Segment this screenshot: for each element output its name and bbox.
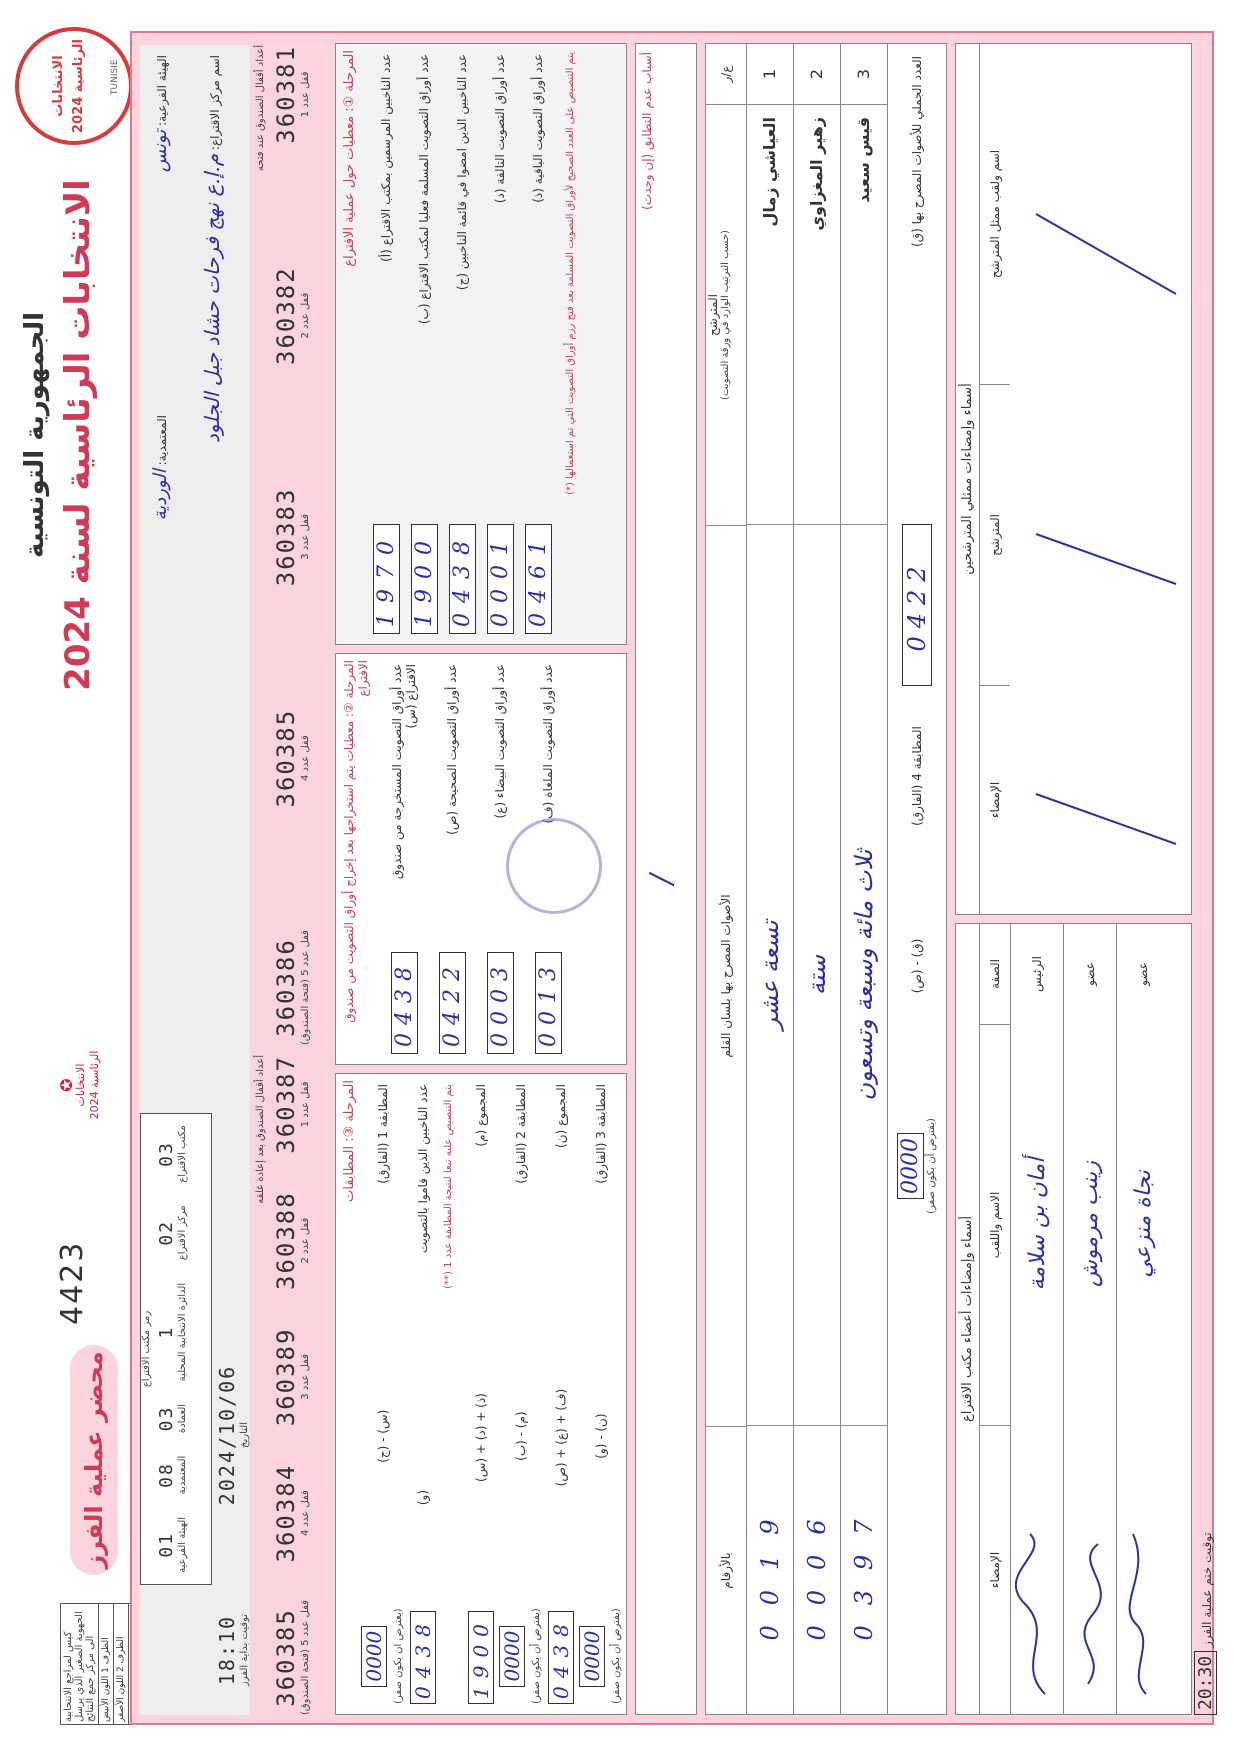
stage3-row-6-label: المطابقة 3 (الفارق) — [594, 1084, 608, 1184]
stage2-row-fa-key: (ف) — [541, 801, 555, 824]
lock-reclose-4 — [272, 1464, 311, 1563]
envelope-1-label: الظرف 1 — [101, 1637, 111, 1673]
lock-reclose-5 — [272, 1600, 311, 1715]
lock-reclose-1 — [272, 1055, 311, 1154]
stage3-row-5-label: المجموع (ن) — [554, 1084, 568, 1148]
code-part-2-value: 08 — [156, 1462, 177, 1488]
stage2-row-sad-key: (ص) — [445, 810, 459, 835]
stage3-row-4-label: المطابقة 2 (الفارق) — [514, 1084, 528, 1184]
code-part-1 — [156, 1517, 188, 1573]
results-col-words: الأصوات المصرح بها بلسان القلم — [706, 526, 746, 1427]
code-part-4-value: 1 — [156, 1325, 177, 1339]
delegation-value: الوردية — [150, 469, 171, 521]
code-part-4-label: الدائرة الانتخابية المحلية — [177, 1282, 188, 1382]
stage3-row-2 — [403, 1084, 443, 1704]
discrepancy-content: / — [644, 873, 679, 885]
lock-open-3 — [272, 488, 311, 587]
regional-body-label: الهيئة الفرعية: — [155, 55, 169, 126]
lock-reclose-1-value: 360387 — [272, 1055, 300, 1154]
stage2-row-ain-label: عدد أوراق التصويت البيضاء — [493, 664, 507, 799]
stage3-row-2-label: عدد الناخبين الذين قاموا بالتصويت — [416, 1084, 430, 1254]
delegation-label: المعتمدية: — [155, 415, 169, 466]
stage3-row-5-value: 0438 — [548, 1611, 574, 1704]
stage1-row-e-label: عدد أوراق التصويت الباقية — [531, 54, 545, 185]
results-row-2-words: ستة — [794, 525, 840, 1426]
stage2-row-s-value: 0438 — [391, 952, 418, 1054]
members-row-1-signature — [1015, 1424, 1059, 1714]
code-part-2-label: المعتمدية — [177, 1455, 188, 1495]
stage1-row-b-value: 1900 — [411, 524, 438, 634]
logo-text: الانتخابات الرئاسية 2024 — [74, 1050, 101, 1120]
lock-reclose-1-label: قفل عدد 1 — [300, 1081, 311, 1128]
stage2-row-s — [380, 664, 428, 1054]
stage1-row-b-label: عدد أوراق التصويت المسلمة فعليا لمكتب الاقتراع — [417, 54, 431, 300]
end-time-value: 20:30 — [1194, 1651, 1217, 1715]
code-part-3-value: 03 — [156, 1405, 177, 1432]
locks-open-title: أعداد أقفال الصندوق عند فتحه — [255, 45, 266, 172]
stage2-row-ain-key: (ع) — [493, 801, 507, 819]
members-row-2-name: زينب مرموش — [1077, 1161, 1103, 1287]
members-row-1-role: الرئيس — [1030, 956, 1044, 992]
lock-reclose-2-value: 360388 — [272, 1191, 300, 1290]
match4-hint: (يفترض أن يكون صفر) — [925, 1118, 937, 1214]
code-part-5 — [156, 1205, 188, 1260]
discrepancy-title: أسباب عدم التطابق (إن وجدت) — [640, 52, 654, 210]
end-time-label: توقيت ختم عملية الفرز — [1200, 1532, 1214, 1647]
results-row-1-words: تسعة عشر — [747, 525, 793, 1426]
locks-open — [255, 45, 325, 1045]
members-row-2-signature — [1068, 1424, 1112, 1714]
stage2-row-fa-value: 0013 — [535, 952, 562, 1054]
envelope-1-desc: اللون الأبيض — [101, 1675, 111, 1722]
code-part-2 — [156, 1456, 188, 1495]
stamp-text: الانتخابات الرئاسية 2024 — [51, 39, 86, 133]
lock-reclose-3-value: 360389 — [272, 1327, 300, 1427]
lock-reclose-2 — [272, 1191, 311, 1290]
stage3-row-4-value: 0000 — [499, 1626, 525, 1687]
date-label: التاريخ — [239, 1422, 250, 1448]
members-col-role: الصفة — [980, 924, 1010, 1025]
stage3-row-5-formula: (ص) + (ع) + (ف) — [554, 1388, 568, 1487]
lock-open-2 — [272, 266, 311, 365]
results-col-candidate-sub: (حسب الترتيب الوارد في ورقة التصويت) — [720, 230, 731, 400]
code-part-4 — [156, 1283, 188, 1381]
representatives-title: أسماء وإمضاءات ممثلي المترشحين — [960, 383, 975, 575]
stage3-row-4-hint: (يفترض أن يكون صفر) — [530, 1608, 542, 1704]
results-row-1-num: 1 — [747, 44, 793, 105]
stage3-row-4 — [501, 1084, 541, 1704]
lock-open-1 — [272, 45, 311, 144]
results-row-1 — [747, 44, 794, 1714]
envelope-legend-header: كيس لمراجع الانتخابية الجهوية الصغير الذي يرسل الى مركز جمع النتائج — [61, 1604, 99, 1724]
match4-formula: (ص) - (ق) — [910, 938, 924, 994]
stage2-row-s-label: عدد أوراق التصويت المستخرجة من صندوق الاقتراع — [390, 664, 418, 880]
stage3-row-3-label: المجموع (م) — [474, 1084, 488, 1147]
representatives-col-signature: الإمضاء — [988, 781, 1002, 819]
code-part-6-label: مكتب الاقتراع — [177, 1125, 188, 1183]
official-stamp — [15, 27, 133, 145]
code-part-1-value: 01 — [156, 1531, 177, 1558]
stage1-row-d-label: عدد أوراق التصويت التالفة — [493, 54, 507, 185]
stage3-title: المرحلة ③: المطابقات — [342, 1080, 357, 1202]
stage1-row-a-value: 1970 — [373, 524, 400, 634]
date — [215, 1325, 250, 1545]
delegation — [150, 415, 171, 715]
results-row-2-name: زهير المغزاوي — [794, 105, 840, 525]
stage1-row-a — [367, 54, 405, 634]
code-part-3-label: العمادة — [177, 1403, 188, 1434]
end-time — [1195, 1315, 1225, 1715]
stage3-panel — [335, 1073, 627, 1715]
stage2-row-sad-value: 0422 — [439, 952, 466, 1054]
stage3-row-1-hint: (يعترض ان يكون صفر) — [392, 1608, 404, 1704]
regional-body — [150, 55, 171, 265]
members-row-1-name: أمان بن سلامة — [1024, 1157, 1050, 1291]
lock-reclose-5-value: 360385 — [272, 1608, 300, 1707]
stage1-note: (*) يتم التنصيص على العدد الصحيح لأوراق التصويت المسلمة بعد فتح رزم أوراق التصويت التي تم استعمالها — [565, 52, 576, 495]
stage1-row-a-key: (أ) — [379, 249, 393, 262]
results-header — [706, 44, 747, 1714]
stage2-row-sad — [428, 664, 476, 1054]
page-number: 4423 — [55, 1240, 90, 1325]
lock-reclose-5-label: قفل عدد 5 (فتحة الصندوق) — [300, 1600, 311, 1715]
results-col-num: ع/ر — [706, 44, 746, 105]
members-col-signature: الإمضاء — [988, 1551, 1002, 1589]
code-part-1-label: الهيئة الفرعية — [177, 1516, 188, 1573]
lock-open-1-value: 360381 — [272, 45, 300, 144]
envelope-2-label: الظرف 2 — [116, 1636, 126, 1672]
start-time — [215, 1585, 250, 1715]
code-part-6 — [156, 1125, 188, 1182]
code-part-5-value: 02 — [156, 1219, 177, 1246]
stage3-row-2-value: 0438 — [410, 1611, 436, 1704]
results-col-candidate-label: المترشح — [706, 294, 720, 336]
stage1-panel — [335, 43, 627, 645]
lock-open-4-label: قفل عدد 4 — [300, 735, 311, 782]
results-total-key: (ق) — [910, 228, 924, 247]
stage1-row-b-key: (ب) — [417, 303, 431, 325]
stage1-row-c — [443, 54, 481, 634]
tunisia-flag-icon: ✪ — [57, 1078, 76, 1092]
stage3-row-6 — [581, 1084, 621, 1704]
lock-reclose-4-value: 360384 — [272, 1463, 300, 1563]
representatives-col-name: اسم ولقب ممثل المترشح — [980, 44, 1010, 385]
lock-open-5-label: قفل عدد 5 (فتحة الصندوق) — [300, 930, 311, 1045]
lock-reclose-2-label: قفل عدد 2 — [300, 1217, 311, 1264]
lock-open-3-value: 360383 — [272, 487, 300, 587]
stage1-row-e-key: (ذ) — [531, 188, 545, 203]
lock-open-5 — [272, 930, 311, 1045]
stage1-row-b — [405, 54, 443, 634]
representatives-col-candidate: المترشح — [980, 385, 1010, 686]
stage3-row-6-formula: (و) - (ن) — [594, 1413, 608, 1459]
members-row-2-role: عضو — [1083, 962, 1097, 986]
results-row-2-num: 2 — [794, 44, 840, 105]
stage2-row-s-key: (س) — [404, 704, 418, 729]
stage3-row-3-formula: (س) + (د) + (ذ) — [474, 1393, 488, 1482]
stage1-row-d-key: (د) — [493, 188, 507, 204]
stage3-row-1 — [363, 1084, 403, 1704]
stage3-row-1-value: 0000 — [361, 1626, 387, 1687]
regional-body-value: تونس — [150, 129, 171, 173]
lock-open-3-label: قفل عدد 3 — [300, 513, 311, 560]
form-title: محضر عملية الفرز — [70, 1345, 118, 1575]
start-time-label: توقيت بداية الفرز — [239, 1613, 250, 1687]
polling-center-value: م.إ.ع نهج فرحات حشاد جبل الجلود — [200, 153, 224, 444]
lock-open-5-value: 360386 — [272, 938, 300, 1037]
date-value: 2024/10/06 — [215, 1364, 239, 1506]
lock-open-4-value: 360385 — [272, 708, 300, 808]
stage3-row-1-label: المطابقة 1 (الفارق) — [376, 1084, 390, 1184]
envelope-2-desc: اللون الأصفر — [116, 1674, 126, 1722]
code-part-5-label: مركز الاقتراع — [177, 1205, 188, 1261]
stage3-row-1-formula: (ج) - (س) — [376, 1409, 390, 1463]
election-logo — [57, 1045, 110, 1125]
office-code-title: رمز مكتب الاقتراع — [141, 1310, 152, 1388]
stage1-row-d-value: 0001 — [487, 524, 514, 634]
stage2-row-sad-label: عدد أوراق التصويت الصحيحة — [445, 664, 459, 808]
stage1-row-c-key: (ج) — [455, 272, 469, 291]
members-panel — [955, 923, 1192, 1715]
stage3-row-3 — [461, 1084, 501, 1704]
stage1-row-e — [519, 54, 557, 634]
discrepancy-panel — [635, 43, 697, 1715]
polling-center-label: اسم مركز الاقتراع: — [208, 55, 222, 151]
results-row-2 — [794, 44, 841, 1714]
members-title: أسماء وإمضاءات أعضاء مكتب الاقتراع — [960, 1216, 975, 1422]
stage3-row-4-formula: (ب) - (م) — [514, 1411, 528, 1461]
lock-open-1-label: قفل عدد 1 — [300, 71, 311, 118]
stage1-title: المرحلة ①: معطيات حول عملية الاقتراع — [342, 50, 357, 267]
members-row-3-role: عضو — [1136, 962, 1150, 986]
results-total-label: العدد الجملي للأصوات المصرح بها — [910, 56, 924, 225]
stage1-row-a-label: عدد الناخبين المرسمين بمكتب الاقتراع — [379, 54, 393, 246]
representatives-strikethrough — [1016, 44, 1186, 914]
results-row-1-name: العياشي زمال — [747, 105, 793, 525]
start-time-value: 18:10 — [215, 1614, 239, 1686]
match4-label: المطابقة 4 (الفارق) — [910, 726, 924, 826]
stage1-row-c-label: عدد الناخبين الذين امضوا في قائمة الناخبين — [455, 54, 469, 270]
stage3-row-3-value: 1900 — [468, 1611, 494, 1704]
locks-reclose — [255, 1055, 325, 1715]
members-row-2 — [1063, 924, 1116, 1714]
results-row-2-digits: 0006 — [803, 1499, 831, 1641]
members-col-name: الاسم واللقب — [980, 1025, 1010, 1426]
representatives-panel — [955, 43, 1192, 915]
republic-title: الجمهورية التونسية — [20, 311, 50, 559]
results-row-3-num: 3 — [841, 44, 887, 105]
lock-open-4 — [272, 709, 311, 808]
results-total-row — [888, 44, 946, 1714]
results-row-3-words: ثلاث مائة وسبعة وتسعون — [841, 525, 887, 1426]
stage3-row-5 — [541, 1084, 581, 1704]
lock-reclose-3-label: قفل عدد 3 — [300, 1353, 311, 1400]
results-row-1-digits: 0019 — [756, 1499, 784, 1641]
results-table — [705, 43, 947, 1715]
results-row-3-name: قيس سعيد — [841, 105, 887, 525]
stage2-panel — [335, 653, 627, 1065]
results-total-value: 0422 — [902, 524, 932, 686]
stage2-row-fa-label: عدد أوراق التصويت الملغاة — [541, 664, 555, 798]
stage1-row-c-value: 0438 — [449, 524, 476, 634]
results-col-digits: بالأرقام — [719, 1552, 733, 1589]
results-row-3-digits: 0397 — [850, 1499, 878, 1641]
stage1-row-e-value: 0461 — [525, 524, 552, 634]
members-row-1 — [1010, 924, 1063, 1714]
stage3-note: (**) يتم التنصيص عليه تبعا لنتيجة المطابقة عدد 1 — [443, 1084, 454, 1289]
office-code-block — [140, 1113, 212, 1585]
lock-reclose-4-label: قفل عدد 4 — [300, 1490, 311, 1537]
lock-open-2-label: قفل عدد 2 — [300, 292, 311, 339]
results-row-3 — [841, 44, 888, 1714]
polling-center — [200, 55, 224, 1045]
election-title: الانتخابات الرئاسية لسنة 2024 — [58, 179, 98, 691]
stage2-title: المرحلة ②: معطيات يتم استخراجها بعد إخراج أوراق التصويت من صندوق الاقتراع — [342, 660, 370, 1023]
stage3-row-2-formula: (و) — [416, 1489, 430, 1506]
members-row-3 — [1116, 924, 1169, 1714]
office-seal — [506, 818, 602, 914]
code-part-6-value: 03 — [156, 1141, 177, 1167]
members-row-3-name: نجاة منزعي — [1130, 1170, 1156, 1278]
isie-text: TUNISIE — [110, 59, 120, 95]
lock-reclose-3 — [272, 1328, 311, 1427]
stage2-row-ain-value: 0003 — [487, 952, 514, 1054]
results-col-candidate — [706, 105, 746, 526]
lock-open-2-value: 360382 — [272, 266, 300, 365]
stage3-row-6-hint: (يفترض أن يكون صفر) — [610, 1608, 622, 1704]
members-row-3-signature — [1121, 1424, 1165, 1714]
stage1-row-d — [481, 54, 519, 634]
match4-value: 0000 — [897, 1133, 924, 1199]
locks-reclose-title: أعداد أقفال الصندوق بعد إعادة غلقه — [255, 1055, 266, 1204]
code-part-3 — [156, 1404, 188, 1433]
stage3-row-6-value: 0000 — [579, 1626, 605, 1687]
